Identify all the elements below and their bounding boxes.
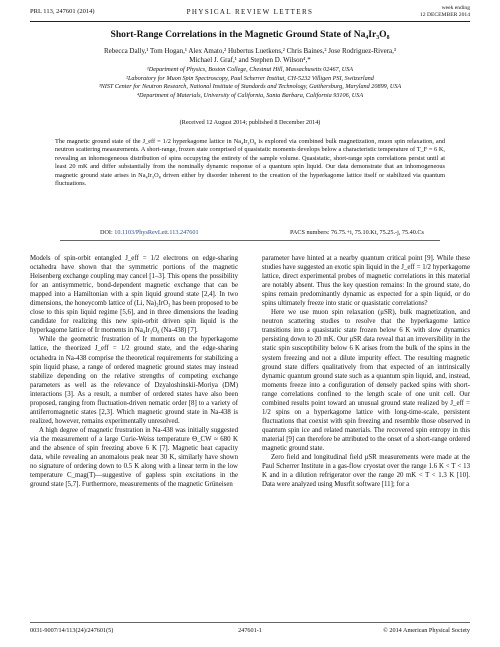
body-column-left [30,254,238,489]
date-label: 12 DECEMBER 2014 [419,11,470,18]
paragraph: While the geometric frustration of Ir moments on the hyperkagome lattice, the theorized J_eff = 1/2 ground state, and the edge-sharing octahedra in Na-438 comprise the theoretical requirements for stabilizing a spin liquid phase, a range of ordered magnetic ground states may instead stabilize depending on the relative strengths of competing exchange parameters as well as the relevance of Dzyaloshinskii-Moriya (DM) interactions [3]. As a result, a number of ordered states have also been proposed, ranging from fluctuation-driven nematic order [8] to a variety of antiferromagnetic states [2,3]. Which magnetic ground state in Na-438 is realized, however, remains experimentally unresolved. [30,336,238,425]
authors-line-2: Michael J. Graf,¹ and Stephen D. Wilson⁴,* [189,56,311,65]
doi-label: DOI: [100,229,113,236]
author-list [30,47,470,65]
paragraph: Models of spin-orbit entangled J_eff = 1/2 electrons on edge-sharing octahedra have shown that the symmetric portions of the magnetic Heisenberg exchange coupling may cancel [1–3]. This opens the possibility for an antisymmetric, bond-dependent magnetic exchange that can be mapped into a Hamiltonian with a spin liquid ground state [2,4]. In two dimensions, the honeycomb lattice of (Li, Na)₂IrO₃ has been proposed to be close to this spin liquid regime [5,6], and in three dimensions the leading candidate for realizing this new spin-orbit driven spin liquid is the hyperkagome lattice of Ir moments in Na₄Ir₃O₈ (Na-438) [7]. [30,255,238,335]
header-rule [30,21,470,22]
abstract: The magnetic ground state of the J_eff = 1/2 hyperkagome lattice in Na₄Ir₃O₈ is explored via combined bulk magnetization, muon spin relaxation, and neutron scattering measurements. A short-range, frozen state comprised of quasistatic moments develops below a characteristic temperature of T_F = 6 K, revealing an inhomogeneous distribution of spins occupying the entirety of the sample volume. Quasistatic, short-range spin correlations persist until at least 20 mK and differ substantially from the nominally dynamic response of a quantum spin liquid. Our data demonstrate that an inhomogeneous magnetic ground state arises in Na₄Ir₃O₈ driven either by disorder inherent to the creation of the hyperkagome lattice itself or stabilized via quantum fluctuations. [55,138,445,188]
paragraph: parameter have hinted at a nearby quantum critical point [9]. While these studies have suggested an exotic spin liquid in the J_eff = 1/2 hyperkagome lattice, direct experimental probes of magnetic correlations in this material are notably absent. Thus the key question remains: In the ground state, do spins remain predominantly dynamic as expected for a spin liquid, or do spins ultimately freeze into static or quasistatic correlations? [262,255,470,308]
paragraph: Zero field and longitudinal field μSR measurements were made at the Paul Scherrer Institute in a gas-flow cryostat over the range 1.6 K < T < 13 K and in a dilution refrigerator over the range 20 mK < T < 1.3 K [10]. Data were analyzed using Musrfit software [11]; for a [262,454,470,489]
paragraph: Here we use muon spin relaxation (μSR), bulk magnetization, and neutron scattering studies to resolve that the hyperkagome lattice transitions into a quasistatic state frozen below 6 K with slow dynamics persisting down to 20 mK. Our μSR data reveal that an irreversibility in the static spin susceptibility below 6 K arises from the bulk of the spins in the system freezing and not a dilute impurity effect. The resulting magnetic ground state differs qualitatively from that expected of an intrinsically dynamic quantum ground state such as a quantum spin liquid, and, instead, moments freeze into a configuration of densely packed spins with short-range correlations confined to the length scale of one unit cell. Our combined results point toward an unusual ground state realized by J_eff = 1/2 spins on a hyperkagome lattice with long-time-scale, persistent fluctuations that coexist with spin freezing and resemble those observed in quantum spin ice and related materials. The recovered spin entropy in this material [9] can therefore be attributed to the onset of a short-range ordered magnetic ground state. [262,309,470,452]
affiliation-4: ⁴Department of Materials, University of California, Santa Barbara, California 93106, USA [136,91,364,99]
affiliation-2: ²Laboratory for Muon Spin Spectroscopy, Paul Scherrer Institut, CH-5232 Villigen PSI, Switzerland [126,74,374,82]
affiliation-3: ³NIST Center for Neutron Research, National Institute of Standards and Technology, Gaithersburg, Maryland 20899, USA [98,83,402,91]
affiliation-1: ¹Department of Physics, Boston College, Chestnut Hill, Massachusetts 02467, USA [146,66,354,73]
doi-line [100,229,199,236]
affiliations [30,66,470,100]
copyright: © 2014 American Physical Society [383,627,470,634]
journal-name: PHYSICAL REVIEW LETTERS [186,8,314,16]
doi-link[interactable]: 10.1103/PhysRevLett.113.247601 [114,229,199,236]
paper-title: Short-Range Correlations in the Magnetic Ground State of Na₄Ir₃O₈ [110,29,390,40]
footer-rule [30,622,470,623]
issue-date [420,5,470,19]
authors-line-1: Rebecca Dally,¹ Tom Hogan,¹ Alex Amato,² Hubertus Luetkens,² Chris Baines,² Jose Rodriguez-Rivera,³ [103,47,397,55]
article-code: 0031-9007/14/113(24)/247601(5) [30,627,114,634]
page-number: 247601-1 [238,627,262,634]
pacs-numbers: PACS numbers: 76.75.+i, 75.10.Kt, 75.25.-j, 75.40.Cs [290,229,424,236]
journal-reference: PRL 113, 247601 (2014) [30,8,95,15]
paragraph: A high degree of magnetic frustration in Na-438 was initially suggested via the measurement of a large Curie-Weiss temperature Θ_CW ≈ 680 K and the absence of spin freezing above 6 K [7]. Magnetic heat capacity data, while revealing an anomalous peak near 30 K, similarly have shown no signature of ordering down to 0.5 K along with a linear term in the low temperature C_mag(T)—suggestive of gapless spin excitations in the ground state [5,7]. Furthermore, measurements of the magnetic Grüneisen [30,426,238,489]
received-dates: (Received 12 August 2014; published 8 December 2014) [179,119,321,126]
body-column-right [262,254,470,489]
abstract-separator [60,240,440,241]
week-label: week ending [441,5,470,11]
